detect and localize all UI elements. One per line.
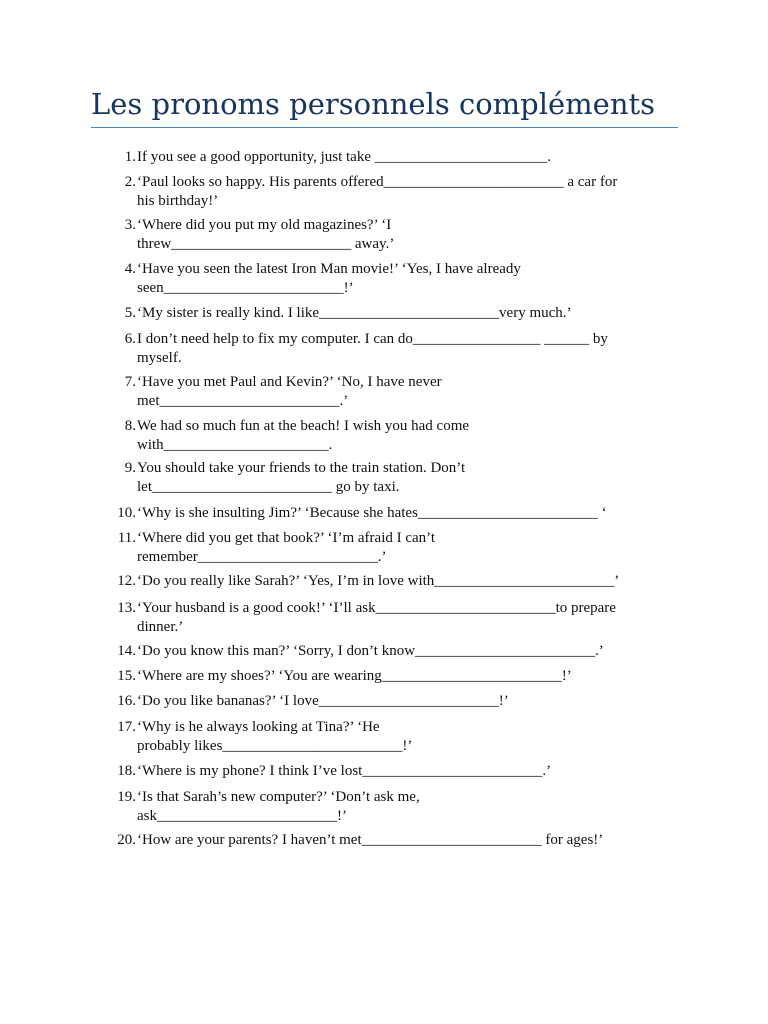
exercise-item <box>108 572 678 591</box>
exercise-text: ‘Do you really like Sarah?’ ‘Yes, I’m in love with________________________’ <box>137 573 620 589</box>
exercise-text: If you see a good opportunity, just take _______________________. <box>137 149 551 165</box>
exercise-text: ‘My sister is really kind. I like________________________very much.’ <box>137 305 572 321</box>
exercise-number: 13. <box>117 600 136 616</box>
exercise-text: ‘Where did you put my old magazines?’ ‘I threw________________________ away.’ <box>137 217 395 252</box>
exercise-number: 11. <box>117 530 136 546</box>
exercise-text: ‘Where are my shoes?’ ‘You are wearing________________________!’ <box>137 668 572 684</box>
exercise-item <box>108 788 678 826</box>
exercise-item <box>108 304 678 323</box>
exercise-item <box>108 599 678 637</box>
exercise-number: 16. <box>117 693 136 709</box>
exercise-item <box>108 504 678 523</box>
exercise-text: ‘How are your parents? I haven’t met________________________ for ages!’ <box>137 832 604 848</box>
exercise-item <box>108 718 678 756</box>
exercise-number: 15. <box>117 668 136 684</box>
exercise-number: 5. <box>124 305 136 321</box>
page-title: Les pronoms personnels compléments <box>91 87 656 121</box>
exercise-item <box>108 831 678 850</box>
exercise-text: I don’t need help to fix my computer. I can do_________________ ______ by myself. <box>137 331 608 366</box>
exercise-item <box>108 330 678 368</box>
exercise-item <box>108 216 678 254</box>
exercise-text: ‘Why is she insulting Jim?’ ‘Because she hates________________________ ‘ <box>137 505 607 521</box>
exercise-text: ‘Your husband is a good cook!’ ‘I’ll ask________________________to prepare dinner.’ <box>137 600 616 635</box>
exercise-item <box>108 459 678 497</box>
exercise-text: You should take your friends to the train station. Don’t let________________________ go by taxi. <box>137 460 466 495</box>
exercise-number: 12. <box>117 573 136 589</box>
exercise-text: ‘Where is my phone? I think I’ve lost________________________.’ <box>137 763 552 779</box>
exercise-item <box>108 642 678 661</box>
exercise-text: ‘Have you seen the latest Iron Man movie!’ ‘Yes, I have already seen________________________!’ <box>137 261 521 296</box>
exercise-text: ‘Do you like bananas?’ ‘I love________________________!’ <box>137 693 509 709</box>
exercise-number: 1. <box>124 149 136 165</box>
exercise-item <box>108 417 678 455</box>
exercise-item <box>108 667 678 686</box>
exercise-text: ‘Have you met Paul and Kevin?’ ‘No, I have never met________________________.’ <box>137 374 442 409</box>
exercise-text: ‘Do you know this man?’ ‘Sorry, I don’t know________________________.’ <box>137 643 604 659</box>
exercise-text: ‘Why is he always looking at Tina?’ ‘He probably likes________________________!’ <box>137 719 413 754</box>
exercise-text: ‘Where did you get that book?’ ‘I’m afraid I can’t remember________________________.’ <box>137 530 436 565</box>
exercise-text: ‘Paul looks so happy. His parents offered________________________ a car for his birthday!’ <box>137 174 618 209</box>
exercise-item <box>108 148 678 167</box>
exercise-number: 19. <box>117 789 136 805</box>
exercise-text: ‘Is that Sarah’s new computer?’ ‘Don’t ask me, ask________________________!’ <box>137 789 420 824</box>
exercise-number: 3. <box>124 217 136 233</box>
exercise-item <box>108 692 678 711</box>
exercise-number: 10. <box>117 505 136 521</box>
exercise-item <box>108 373 678 411</box>
exercise-item <box>108 529 678 567</box>
exercise-number: 4. <box>124 261 136 277</box>
exercise-item <box>108 762 678 781</box>
exercise-number: 17. <box>117 719 136 735</box>
exercise-number: 14. <box>117 643 136 659</box>
exercise-number: 6. <box>124 331 136 347</box>
exercise-number: 2. <box>124 174 136 190</box>
exercise-text: We had so much fun at the beach! I wish you had come with______________________. <box>137 418 470 453</box>
exercise-number: 8. <box>124 418 136 434</box>
exercise-number: 18. <box>117 763 136 779</box>
exercise-item <box>108 260 678 298</box>
exercise-number: 9. <box>124 460 136 476</box>
exercise-number: 20. <box>117 832 136 848</box>
exercise-number: 7. <box>124 374 136 390</box>
exercise-item <box>108 173 678 211</box>
